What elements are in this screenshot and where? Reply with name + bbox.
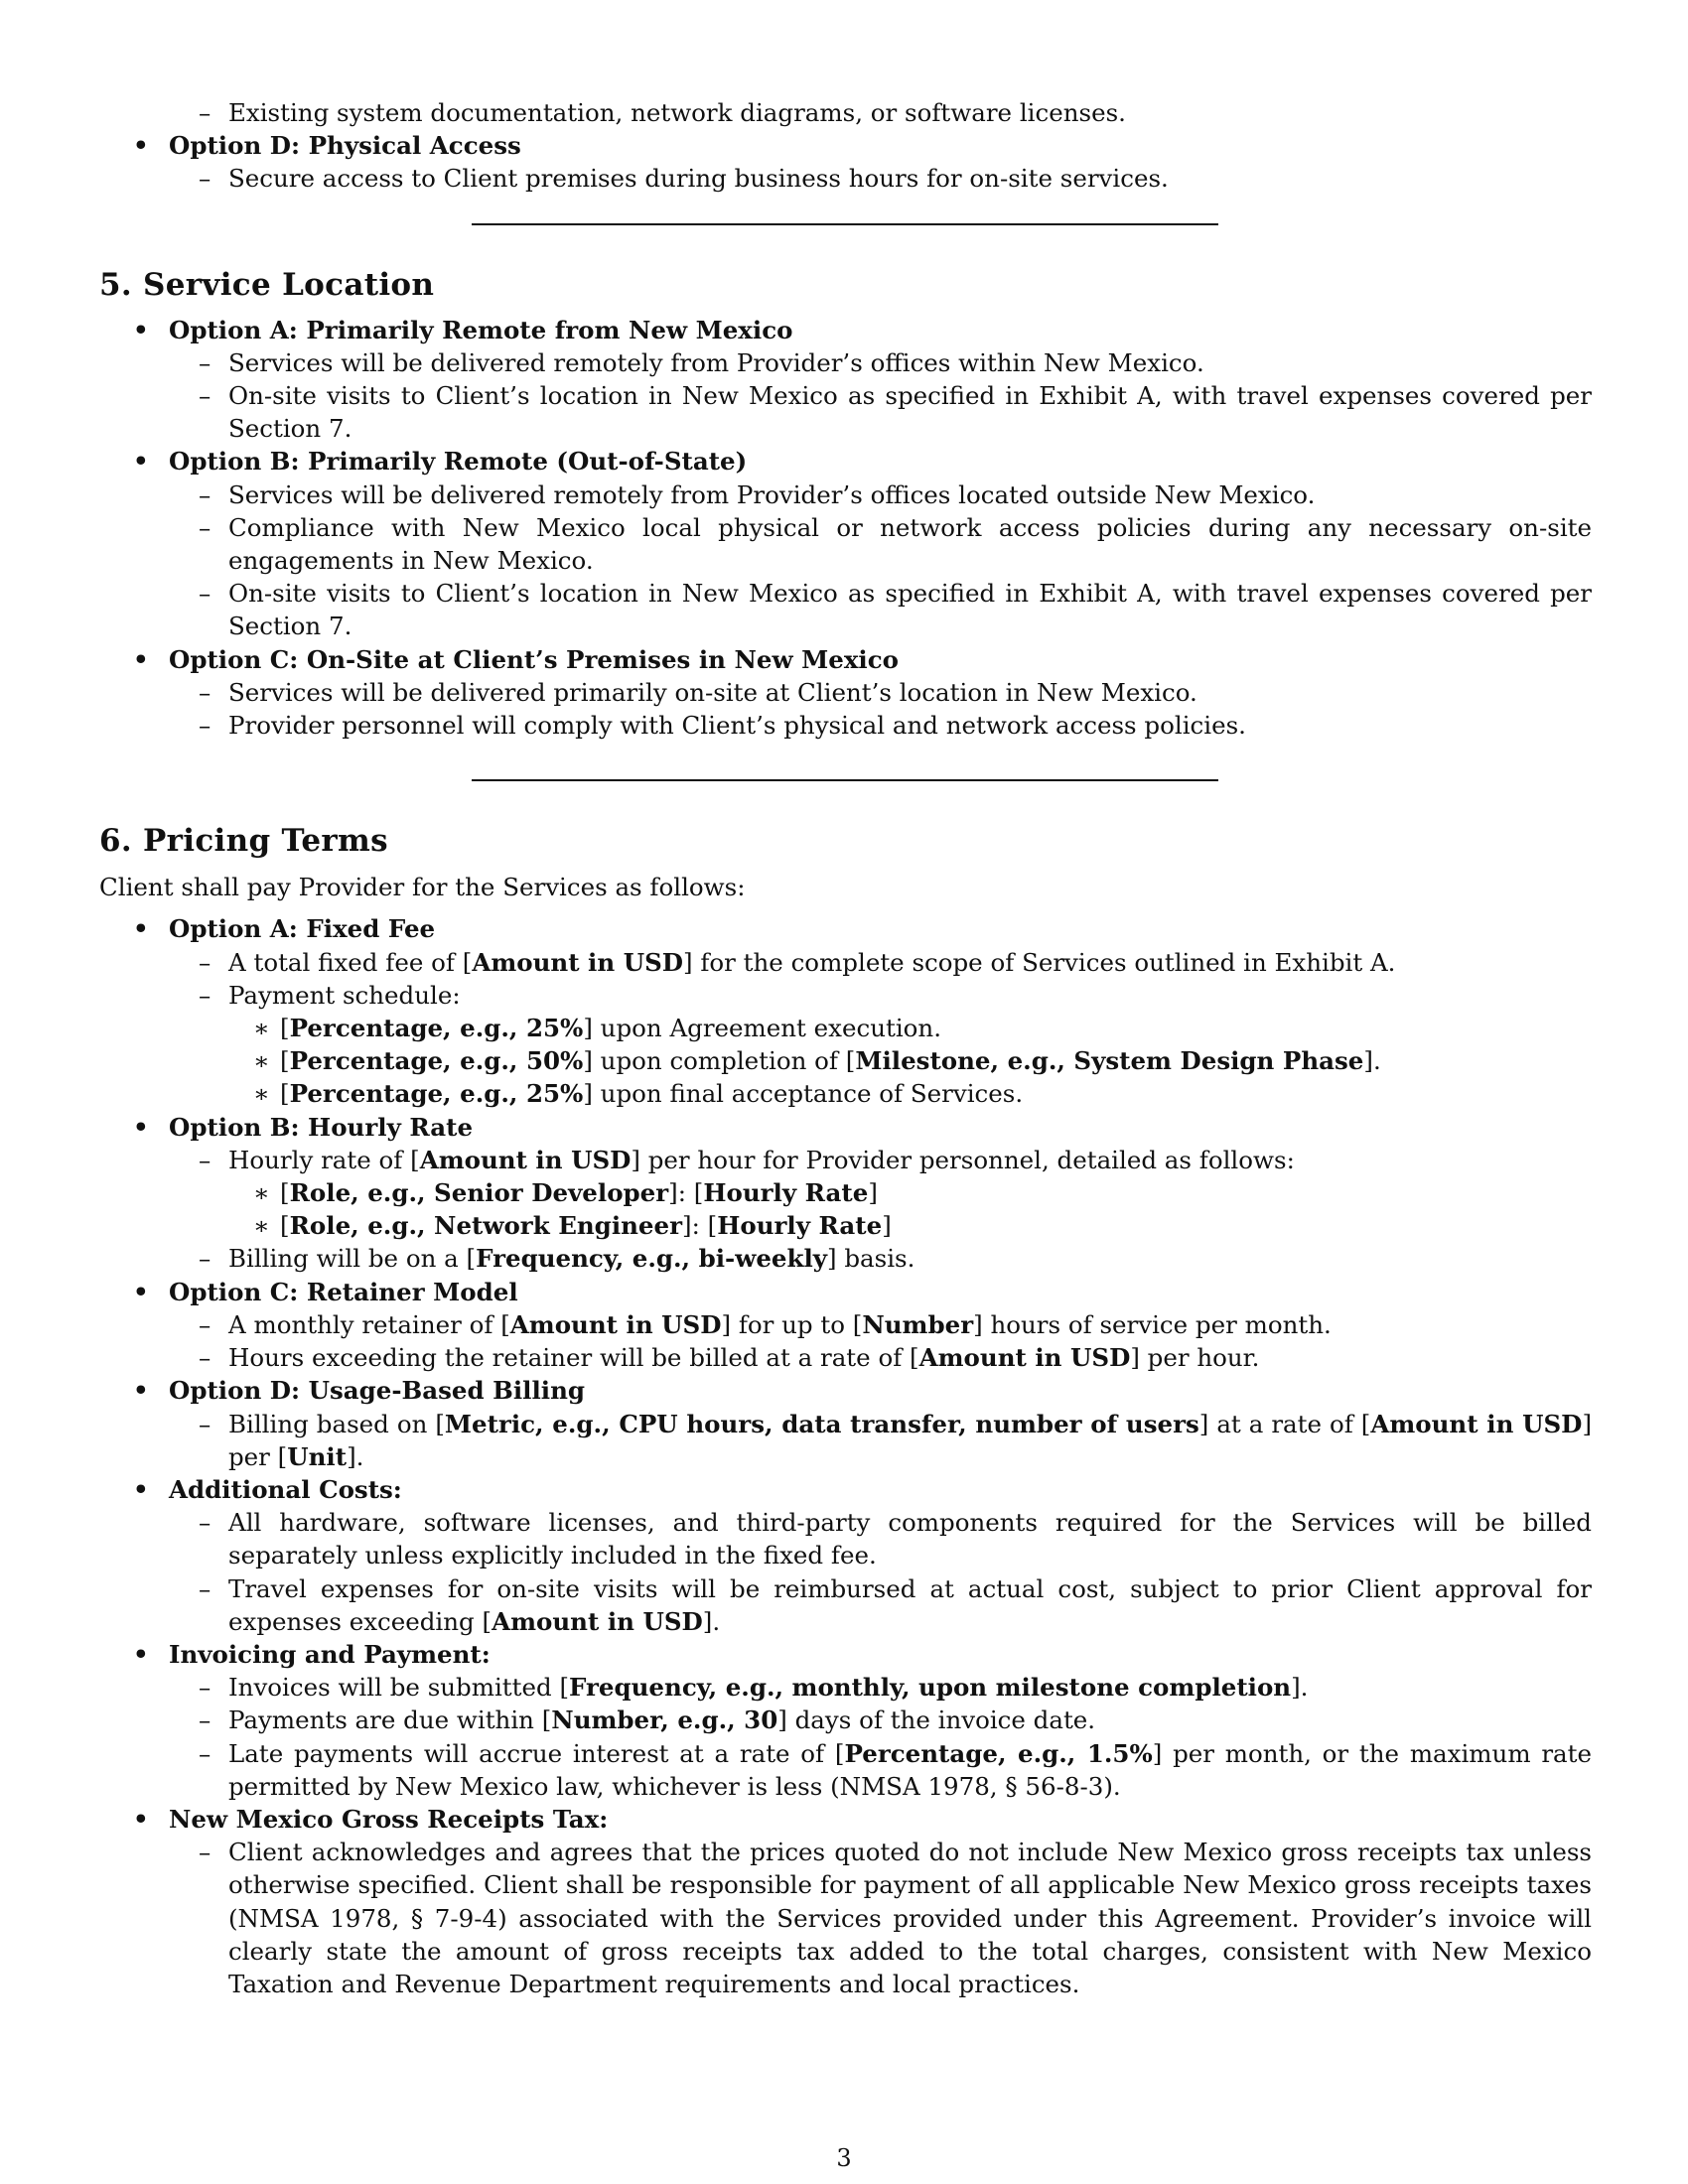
subitem-text: Services will be delivered remotely from Provider’s offices within New Mexico. [228, 347, 1204, 377]
subitem-text: Services will be delivered primarily on-site at Client’s location in New Mexico. [228, 677, 1197, 707]
list-subitem [99, 1572, 1592, 1638]
option-title: Additional Costs: [169, 1474, 402, 1504]
text-run: Invoices will be submitted [ [228, 1673, 570, 1703]
sublist [99, 346, 1592, 446]
list-subitem [99, 1408, 1592, 1473]
list-subsubitem [99, 1044, 1592, 1077]
text-run: ] hours of service per month. [973, 1309, 1332, 1339]
placeholder-field: Hourly Rate [717, 1211, 883, 1241]
placeholder-field: Amount in USD [509, 1309, 722, 1339]
option-title: Option B: Primarily Remote (Out-of-State) [169, 447, 748, 477]
subitem-text: Services will be delivered remotely from Provider’s offices located outside New Mexico. [228, 479, 1316, 509]
list-item [99, 643, 1592, 743]
text-run: ] per hour. [1130, 1343, 1260, 1373]
text-run: ] upon Agreement execution. [583, 1014, 941, 1043]
sublist [99, 1308, 1592, 1374]
list-subitem [99, 577, 1592, 642]
placeholder-field: Amount in USD [472, 947, 684, 977]
list-subitem [99, 1341, 1592, 1374]
placeholder-field: Percentage, e.g., 1.5% [844, 1738, 1153, 1768]
text-run: ] [882, 1211, 892, 1241]
list-subitem [99, 676, 1592, 709]
bullet-marker: • [133, 644, 149, 674]
bullet-marker: • [133, 914, 149, 944]
text-run: Late payments will accrue interest at a rate of [ [228, 1738, 845, 1768]
subitem-text: Client acknowledges and agrees that the prices quoted do not include New Mexico gross receipts tax unless otherwise specified. Client shall be responsible for payment of all applicable New Mexico gross receipts taxes (NMSA 1978, § 7-9-4) associated with the Services provided under this Agreement. Provider’s invoice will clearly state the amount of gross receipts tax added to the total charges, consistent with New Mexico Taxation and Revenue Department requirements and local practices. [228, 1838, 1592, 1998]
section-divider [472, 223, 1218, 225]
sublist [99, 1836, 1592, 2000]
text-run: ] for the complete scope of Services outlined in Exhibit A. [683, 947, 1396, 977]
bullet-marker: • [133, 1112, 149, 1142]
star-marker: ∗ [253, 1178, 270, 1208]
placeholder-field: Amount in USD [492, 1606, 703, 1636]
list-item [99, 445, 1592, 642]
placeholder-field: Percentage, e.g., 25% [289, 1079, 584, 1109]
placeholder-field: Amount in USD [419, 1145, 632, 1174]
list-item [99, 1638, 1592, 1803]
text-run: ]. [347, 1441, 364, 1471]
text-run: [ [280, 1211, 290, 1241]
placeholder-field: Number [862, 1309, 974, 1339]
subitem-text: On-site visits to Client’s location in New Mexico as specified in Exhibit A, with travel expenses covered per Section 7. [228, 579, 1592, 641]
list-item [99, 1111, 1592, 1276]
subitem-text: Secure access to Client premises during business hours for on-site services. [228, 164, 1169, 194]
bullet-marker: • [133, 447, 149, 477]
placeholder-field: Metric, e.g., CPU hours, data transfer, number of users [444, 1409, 1199, 1438]
option-title: New Mexico Gross Receipts Tax: [169, 1804, 609, 1834]
subitem-text: Provider personnel will comply with Client’s physical and network access policies. [228, 711, 1246, 741]
option-title: Option D: Usage-Based Billing [169, 1376, 586, 1406]
list-subitem [99, 511, 1592, 577]
text-run: ]: [ [682, 1211, 718, 1241]
list-item [99, 1374, 1592, 1473]
text-run: [ [280, 1079, 290, 1109]
list-subitem [99, 979, 1592, 1111]
text-run: ] for up to [ [721, 1309, 863, 1339]
list-subitem [99, 1671, 1592, 1704]
text-run: [ [280, 1046, 290, 1076]
dash-marker: – [199, 1673, 211, 1703]
list-item [99, 129, 1592, 195]
list-item [99, 1276, 1592, 1375]
dash-marker: – [199, 479, 211, 509]
text-run: Travel expenses for on-site visits will be reimbursed at actual cost, subject to prior Client approval for expenses exceeding [ [228, 1573, 1592, 1636]
placeholder-field: Amount in USD [1370, 1409, 1583, 1438]
dash-marker: – [199, 1244, 211, 1274]
placeholder-field: Role, e.g., Senior Developer [289, 1178, 669, 1208]
text-run: Hourly rate of [ [228, 1145, 420, 1174]
list-subitem [99, 1737, 1592, 1803]
section-heading: 6. Pricing Terms [99, 823, 388, 860]
sublist [99, 946, 1592, 1111]
dash-marker: – [199, 947, 211, 977]
dash-marker: – [199, 980, 211, 1010]
subitem-text: On-site visits to Client’s location in New Mexico as specified in Exhibit A, with travel expenses covered per Section 7. [228, 381, 1592, 444]
text-run: ] per [ [228, 1409, 1592, 1471]
list-subitem [99, 1242, 1592, 1275]
subitem-text: Existing system documentation, network diagrams, or software licenses. [228, 98, 1126, 127]
option-title: Option C: On-Site at Client’s Premises in New Mexico [169, 644, 899, 674]
placeholder-field: Unit [287, 1441, 348, 1471]
subitem-text: All hardware, software licenses, and third-party components required for the Services will be billed separately unless explicitly included in the fixed fee. [228, 1508, 1592, 1570]
list-subitem [99, 1836, 1592, 2000]
placeholder-field: Hourly Rate [703, 1178, 869, 1208]
sublist [99, 676, 1592, 742]
list-subitem [99, 946, 1592, 979]
section-intro: Client shall pay Provider for the Services as follows: [99, 873, 746, 902]
list-subsubitem [99, 1209, 1592, 1242]
star-marker: ∗ [253, 1014, 270, 1043]
sublist [99, 1144, 1592, 1276]
star-marker: ∗ [253, 1046, 270, 1076]
list-subitem [99, 709, 1592, 742]
section4-tail-list [99, 129, 1592, 195]
dash-marker: – [199, 1838, 211, 1867]
list-subitem [99, 478, 1592, 511]
service-location-list [99, 314, 1592, 743]
bullet-marker: • [133, 315, 149, 344]
subitem-text: Payment schedule: [228, 980, 461, 1010]
text-run: Billing based on [ [228, 1409, 445, 1438]
text-run: ] per hour for Provider personnel, detailed as follows: [631, 1145, 1295, 1174]
dash-marker: – [199, 347, 211, 377]
text-run: A total fixed fee of [ [228, 947, 473, 977]
text-run: A monthly retainer of [ [228, 1309, 510, 1339]
list-subitem [99, 162, 1592, 195]
dash-marker: – [199, 381, 211, 411]
sublist [99, 1506, 1592, 1638]
list-subitem [99, 96, 1592, 129]
dash-marker: – [199, 1738, 211, 1768]
page-number: 3 [836, 2144, 852, 2172]
option-title: Option C: Retainer Model [169, 1277, 518, 1306]
sublist [99, 162, 1592, 195]
bullet-marker: • [133, 1376, 149, 1406]
list-subitem [99, 1308, 1592, 1341]
list-item [99, 314, 1592, 446]
placeholder-field: Role, e.g., Network Engineer [289, 1211, 683, 1241]
section-heading: 5. Service Location [99, 266, 435, 303]
placeholder-field: Frequency, e.g., bi-weekly [476, 1244, 828, 1274]
text-run: ]. [1291, 1673, 1309, 1703]
dash-marker: – [199, 677, 211, 707]
text-run: ] per month, or the maximum rate permitted by New Mexico law, whichever is less (NMSA 1978, § 56-8-3). [228, 1738, 1592, 1801]
text-run: ]: [ [668, 1178, 704, 1208]
dash-marker: – [199, 1343, 211, 1373]
dash-marker: – [199, 1706, 211, 1735]
sublist [99, 1671, 1592, 1803]
list-item [99, 1803, 1592, 2000]
section4-tail-sublist [99, 96, 1592, 129]
dash-marker: – [199, 1145, 211, 1174]
sublist [99, 478, 1592, 643]
option-title: Option A: Primarily Remote from New Mexico [169, 315, 793, 344]
roles-list [99, 1176, 1592, 1242]
list-subitem [99, 1506, 1592, 1571]
option-title: Option A: Fixed Fee [169, 914, 436, 944]
placeholder-field: Number, e.g., 30 [551, 1706, 778, 1735]
text-run: Hours exceeding the retainer will be billed at a rate of [ [228, 1343, 919, 1373]
dash-marker: – [199, 512, 211, 542]
list-subsubitem [99, 1176, 1592, 1209]
text-run: ]. [702, 1606, 721, 1636]
bullet-marker: • [133, 1277, 149, 1306]
list-subitem [99, 1144, 1592, 1243]
bullet-marker: • [133, 1639, 149, 1669]
text-run: ] basis. [827, 1244, 915, 1274]
dash-marker: – [199, 579, 211, 609]
placeholder-field: Frequency, e.g., monthly, upon milestone completion [569, 1673, 1292, 1703]
placeholder-field: Amount in USD [918, 1343, 1131, 1373]
dash-marker: – [199, 98, 211, 127]
list-subitem [99, 1704, 1592, 1736]
text-run: [ [280, 1178, 290, 1208]
placeholder-field: Milestone, e.g., System Design Phase [855, 1046, 1364, 1076]
text-run: ] days of the invoice date. [777, 1706, 1096, 1735]
text-run: ] upon final acceptance of Services. [583, 1079, 1024, 1109]
pricing-options-list [99, 912, 1592, 2000]
dash-marker: – [199, 164, 211, 194]
section-divider [472, 779, 1218, 781]
text-run: Billing will be on a [ [228, 1244, 477, 1274]
dash-marker: – [199, 1508, 211, 1538]
list-subsubitem [99, 1012, 1592, 1044]
sublist [99, 1408, 1592, 1473]
placeholder-field: Percentage, e.g., 25% [289, 1014, 584, 1043]
star-marker: ∗ [253, 1079, 270, 1109]
text-run: ] at a rate of [ [1198, 1409, 1371, 1438]
dash-marker: – [199, 1309, 211, 1339]
list-subsubitem [99, 1077, 1592, 1110]
text-run: ] [868, 1178, 878, 1208]
bullet-marker: • [133, 131, 149, 161]
dash-marker: – [199, 1573, 211, 1603]
subitem-text: Compliance with New Mexico local physical or network access policies during any necessary on-site engagements in New Mexico. [228, 512, 1592, 576]
text-run: ] upon completion of [ [583, 1046, 856, 1076]
option-title: Option D: Physical Access [169, 131, 521, 161]
option-title: Option B: Hourly Rate [169, 1112, 474, 1142]
list-subitem [99, 379, 1592, 445]
page-content [99, 96, 1592, 2000]
bullet-marker: • [133, 1474, 149, 1504]
text-run: ]. [1363, 1046, 1381, 1076]
bullet-marker: • [133, 1804, 149, 1834]
placeholder-field: Percentage, e.g., 50% [289, 1046, 584, 1076]
list-item [99, 912, 1592, 1110]
option-title: Invoicing and Payment: [169, 1639, 491, 1669]
dash-marker: – [199, 711, 211, 741]
payment-schedule-list [99, 1012, 1592, 1111]
list-item [99, 1473, 1592, 1638]
list-subitem [99, 346, 1592, 379]
star-marker: ∗ [253, 1211, 270, 1241]
text-run: [ [280, 1014, 290, 1043]
text-run: Payments are due within [ [228, 1706, 552, 1735]
dash-marker: – [199, 1409, 211, 1438]
